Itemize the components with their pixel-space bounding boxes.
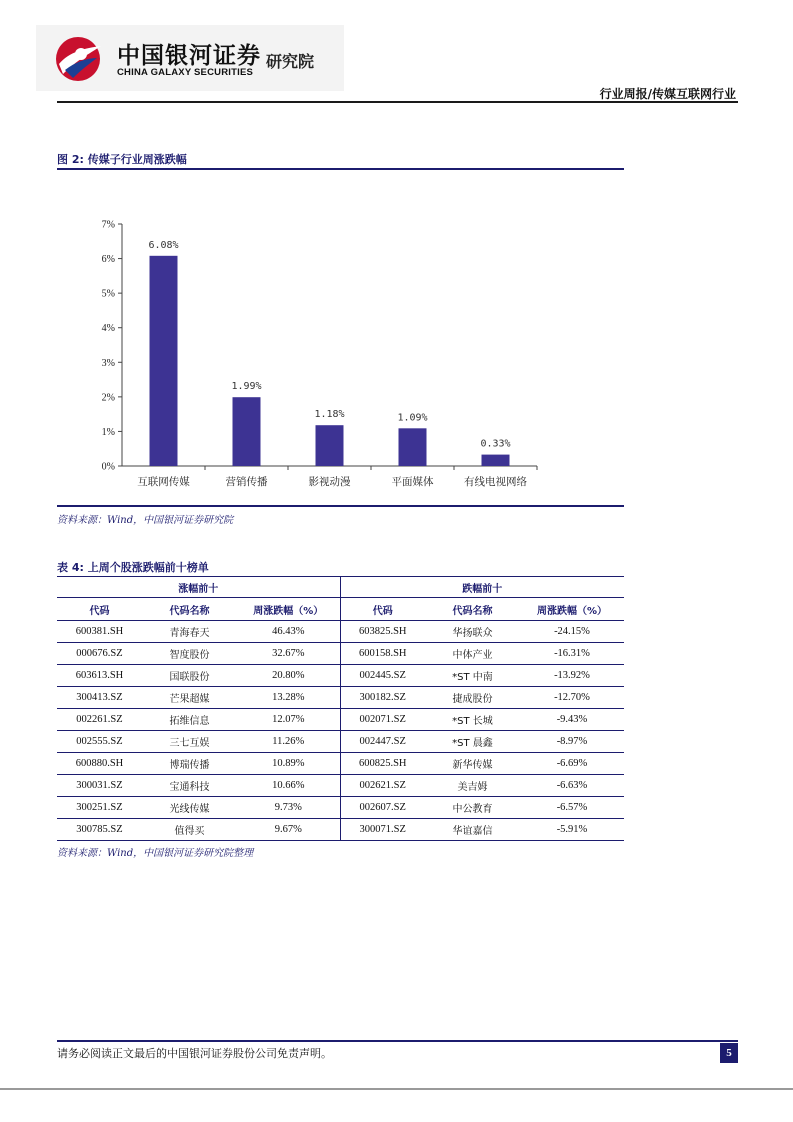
table-row xyxy=(57,709,624,731)
table-title: 表 4: 上周个股涨跌幅前十榜单 xyxy=(57,561,209,574)
stock-name-cell: 青海春天 xyxy=(142,621,237,643)
stock-code-cell: 300785.SZ xyxy=(57,819,142,841)
bar-data-label: 1.18% xyxy=(314,409,345,421)
x-category-label: 平面媒体 xyxy=(391,476,434,488)
stock-code-cell: 603613.SH xyxy=(57,665,142,687)
weekly-change-cell: -5.91% xyxy=(520,819,624,841)
stock-name-cell: 中公教育 xyxy=(425,797,520,819)
losers-header: 跌幅前十 xyxy=(340,577,624,598)
bar xyxy=(233,397,261,466)
bar xyxy=(316,425,344,466)
galaxy-logo-icon xyxy=(51,34,105,84)
y-tick-label: 7% xyxy=(101,219,115,231)
footer-divider xyxy=(57,1040,738,1042)
stock-code-cell: 002607.SZ xyxy=(340,797,425,819)
stock-code-cell: 300031.SZ xyxy=(57,775,142,797)
weekly-change-cell: 9.67% xyxy=(237,819,340,841)
weekly-change-cell: 9.73% xyxy=(237,797,340,819)
page-number: 5 xyxy=(720,1043,738,1063)
weekly-change-cell: 10.66% xyxy=(237,775,340,797)
table-row xyxy=(57,621,624,643)
stock-code-cell: 002447.SZ xyxy=(340,731,425,753)
stock-code-cell: 300071.SZ xyxy=(340,819,425,841)
stock-code-cell: 600158.SH xyxy=(340,643,425,665)
weekly-change-cell: 13.28% xyxy=(237,687,340,709)
figure-source: 资料来源：Wind，中国银河证券研究院 xyxy=(57,515,234,526)
column-header: 周涨跌幅（%） xyxy=(520,598,624,621)
stock-code-cell: 002071.SZ xyxy=(340,709,425,731)
y-tick-label: 1% xyxy=(101,426,115,438)
stock-code-cell: 002445.SZ xyxy=(340,665,425,687)
bar-data-label: 1.09% xyxy=(397,412,428,424)
weekly-change-cell: 10.89% xyxy=(237,753,340,775)
table-source: 资料来源：Wind，中国银河证券研究院整理 xyxy=(57,848,254,859)
stock-code-cell: 002261.SZ xyxy=(57,709,142,731)
stock-code-cell: 000676.SZ xyxy=(57,643,142,665)
weekly-change-cell: 32.67% xyxy=(237,643,340,665)
column-header: 代码名称 xyxy=(425,598,520,621)
stock-name-cell: 值得买 xyxy=(142,819,237,841)
stock-name-cell: 光线传媒 xyxy=(142,797,237,819)
stock-name-cell: 博瑞传播 xyxy=(142,753,237,775)
stock-name-cell: 宝通科技 xyxy=(142,775,237,797)
stock-code-cell: 002555.SZ xyxy=(57,731,142,753)
x-category-label: 有线电视网络 xyxy=(464,476,527,488)
column-header: 代码 xyxy=(57,598,142,621)
weekly-change-cell: -12.70% xyxy=(520,687,624,709)
bar xyxy=(150,256,178,466)
weekly-change-cell: -6.63% xyxy=(520,775,624,797)
stock-name-cell: 中体产业 xyxy=(425,643,520,665)
stock-name-cell: 智度股份 xyxy=(142,643,237,665)
table-row xyxy=(57,687,624,709)
table-row xyxy=(57,819,624,841)
table-row xyxy=(57,753,624,775)
weekly-change-cell: 12.07% xyxy=(237,709,340,731)
table-row xyxy=(57,665,624,687)
stock-ranking-table xyxy=(57,576,624,841)
weekly-change-cell: -6.57% xyxy=(520,797,624,819)
weekly-change-cell: -24.15% xyxy=(520,621,624,643)
stock-code-cell: 600825.SH xyxy=(340,753,425,775)
footer-disclaimer: 请务必阅读正文最后的中国银河证券股份公司免责声明。 xyxy=(57,1047,332,1060)
column-header: 代码 xyxy=(340,598,425,621)
x-category-label: 营销传播 xyxy=(225,476,268,488)
header-divider xyxy=(57,101,738,103)
table-row xyxy=(57,797,624,819)
weekly-change-cell: 46.43% xyxy=(237,621,340,643)
figure-title: 图 2: 传媒子行业周涨跌幅 xyxy=(57,153,187,166)
column-header: 代码名称 xyxy=(142,598,237,621)
weekly-change-cell: 11.26% xyxy=(237,731,340,753)
stock-code-cell: 300182.SZ xyxy=(340,687,425,709)
bar-data-label: 6.08% xyxy=(148,239,179,251)
weekly-change-cell: -16.31% xyxy=(520,643,624,665)
weekly-change-cell: -6.69% xyxy=(520,753,624,775)
stock-code-cell: 300251.SZ xyxy=(57,797,142,819)
stock-name-cell: 国联股份 xyxy=(142,665,237,687)
y-tick-label: 6% xyxy=(101,254,115,266)
stock-name-cell: 新华传媒 xyxy=(425,753,520,775)
stock-name-cell: *ST 晨鑫 xyxy=(425,731,520,753)
logo-institute-name: 研究院 xyxy=(266,52,315,71)
figure-source-divider xyxy=(57,505,624,507)
stock-name-cell: *ST 中南 xyxy=(425,665,520,687)
column-header: 周涨跌幅（%） xyxy=(237,598,340,621)
bar-data-label: 0.33% xyxy=(480,438,511,450)
page-bottom-divider xyxy=(0,1088,793,1090)
bar-data-label: 1.99% xyxy=(231,381,262,393)
gainers-header: 涨幅前十 xyxy=(57,577,340,598)
stock-name-cell: 华扬联众 xyxy=(425,621,520,643)
stock-code-cell: 603825.SH xyxy=(340,621,425,643)
stock-code-cell: 600381.SH xyxy=(57,621,142,643)
stock-code-cell: 002621.SZ xyxy=(340,775,425,797)
stock-name-cell: 拓维信息 xyxy=(142,709,237,731)
x-category-label: 互联网传媒 xyxy=(137,476,190,488)
stock-code-cell: 600880.SH xyxy=(57,753,142,775)
stock-code-cell: 300413.SZ xyxy=(57,687,142,709)
y-tick-label: 5% xyxy=(101,288,115,300)
stock-name-cell: 三七互娱 xyxy=(142,731,237,753)
figure-title-divider xyxy=(57,168,624,170)
stock-name-cell: 捷成股份 xyxy=(425,687,520,709)
table-row xyxy=(57,643,624,665)
report-header-title: 行业周报/传媒互联网行业 xyxy=(599,87,736,101)
table-row xyxy=(57,775,624,797)
weekly-change-cell: 20.80% xyxy=(237,665,340,687)
weekly-change-cell: -8.97% xyxy=(520,731,624,753)
y-tick-label: 3% xyxy=(101,357,115,369)
y-tick-label: 4% xyxy=(101,323,115,335)
bar-chart xyxy=(57,205,577,505)
logo-english-name: CHINA GALAXY SECURITIES xyxy=(117,67,254,78)
stock-name-cell: 华谊嘉信 xyxy=(425,819,520,841)
stock-name-cell: *ST 长城 xyxy=(425,709,520,731)
logo-chinese-name: 中国银河证券 xyxy=(117,43,261,69)
stock-name-cell: 美吉姆 xyxy=(425,775,520,797)
y-tick-label: 0% xyxy=(101,461,115,473)
weekly-change-cell: -9.43% xyxy=(520,709,624,731)
x-category-label: 影视动漫 xyxy=(308,476,351,488)
weekly-change-cell: -13.92% xyxy=(520,665,624,687)
y-tick-label: 2% xyxy=(101,392,115,404)
bar xyxy=(399,428,427,466)
stock-name-cell: 芒果超媒 xyxy=(142,687,237,709)
bar xyxy=(482,455,510,466)
table-row xyxy=(57,731,624,753)
